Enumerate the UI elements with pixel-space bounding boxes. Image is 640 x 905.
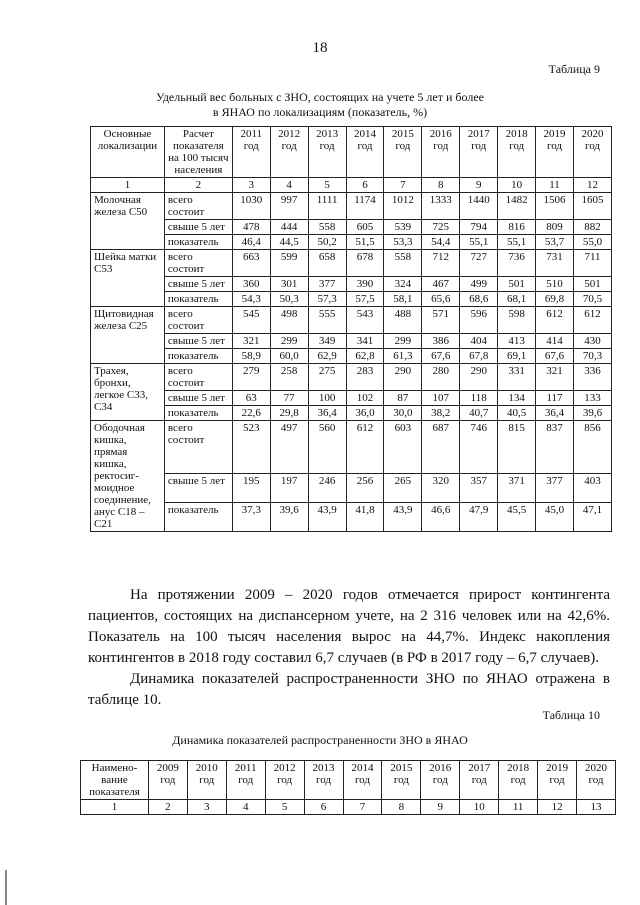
- value-cell: 612: [536, 307, 574, 334]
- value-cell: 809: [536, 220, 574, 235]
- col-number: 8: [422, 178, 460, 193]
- table9-header-year: 2020 год: [573, 127, 611, 178]
- value-cell: 1506: [536, 193, 574, 220]
- value-cell: 36,4: [308, 406, 346, 421]
- value-cell: 50,3: [270, 292, 308, 307]
- value-cell: 50,2: [308, 235, 346, 250]
- value-cell: 545: [232, 307, 270, 334]
- value-cell: 377: [536, 473, 574, 502]
- table-row: [91, 220, 612, 235]
- paragraph-growth: На протяжении 2009 – 2020 годов отмечается прирост контингента пациентов, состоящих на диспансерном учете, на 2 316 человек или на 42,6%. Показатель на 100 тысяч населения вырос на 44,7%. Индекс накопления контингентов в 2018 году составил 6,7 случаев (в РФ в 2017 году – 6,7 случаев).: [88, 587, 610, 666]
- value-cell: 360: [232, 277, 270, 292]
- value-cell: 57,3: [308, 292, 346, 307]
- table9-header-calc: Расчет показателя на 100 тысяч населения: [164, 127, 232, 178]
- value-cell: 815: [498, 421, 536, 474]
- row-label: показатель: [164, 502, 232, 531]
- value-cell: 687: [422, 421, 460, 474]
- table10-label: Таблица 10: [542, 708, 600, 722]
- table10-header-year: 2010 год: [187, 761, 226, 800]
- value-cell: 560: [308, 421, 346, 474]
- value-cell: 62,8: [346, 349, 384, 364]
- value-cell: 100: [308, 391, 346, 406]
- value-cell: 290: [460, 364, 498, 391]
- value-cell: 386: [422, 334, 460, 349]
- value-cell: 29,8: [270, 406, 308, 421]
- value-cell: 36,0: [346, 406, 384, 421]
- value-cell: 510: [536, 277, 574, 292]
- value-cell: 107: [422, 391, 460, 406]
- value-cell: 816: [498, 220, 536, 235]
- value-cell: 658: [308, 250, 346, 277]
- table9: [90, 126, 612, 532]
- value-cell: 603: [384, 421, 422, 474]
- value-cell: 1440: [460, 193, 498, 220]
- value-cell: 134: [498, 391, 536, 406]
- col-number: 4: [270, 178, 308, 193]
- row-label: показатель: [164, 292, 232, 307]
- value-cell: 87: [384, 391, 422, 406]
- table9-header-row: [91, 127, 612, 178]
- value-cell: 246: [308, 473, 346, 502]
- table9-caption-line2: в ЯНАО по локализациям (показатель, %): [212, 105, 428, 119]
- value-cell: 558: [384, 250, 422, 277]
- value-cell: 69,1: [498, 349, 536, 364]
- value-cell: 265: [384, 473, 422, 502]
- value-cell: 1174: [346, 193, 384, 220]
- col-number: 9: [460, 178, 498, 193]
- value-cell: 70,5: [573, 292, 611, 307]
- table9-body: [91, 193, 612, 532]
- table9-header-year: 2012 год: [270, 127, 308, 178]
- row-label: показатель: [164, 349, 232, 364]
- col-number: 7: [384, 178, 422, 193]
- value-cell: 478: [232, 220, 270, 235]
- col-number: 12: [538, 800, 577, 815]
- table-row: [91, 349, 612, 364]
- table9-header-year: 2015 год: [384, 127, 422, 178]
- table10-header-year: 2017 год: [460, 761, 499, 800]
- row-label: всего состоит: [164, 307, 232, 334]
- row-label: свыше 5 лет: [164, 334, 232, 349]
- value-cell: 61,3: [384, 349, 422, 364]
- value-cell: 57,5: [346, 292, 384, 307]
- value-cell: 40,7: [460, 406, 498, 421]
- value-cell: 341: [346, 334, 384, 349]
- row-label: свыше 5 лет: [164, 277, 232, 292]
- value-cell: 403: [573, 473, 611, 502]
- value-cell: 39,6: [270, 502, 308, 531]
- col-number: 6: [304, 800, 343, 815]
- row-label: показатель: [164, 235, 232, 250]
- col-number: 12: [573, 178, 611, 193]
- value-cell: 39,6: [573, 406, 611, 421]
- value-cell: 67,6: [536, 349, 574, 364]
- table9-caption: [0, 90, 640, 120]
- localization-name: Ободочная кишка, прямая кишка, ректосиг-моидное соединение, анус С18 –С21: [91, 421, 165, 532]
- col-number: 9: [421, 800, 460, 815]
- value-cell: 53,3: [384, 235, 422, 250]
- value-cell: 62,9: [308, 349, 346, 364]
- value-cell: 414: [536, 334, 574, 349]
- value-cell: 1605: [573, 193, 611, 220]
- table-row: [91, 473, 612, 502]
- col-number: 10: [460, 800, 499, 815]
- table-row: [91, 277, 612, 292]
- col-number: 5: [265, 800, 304, 815]
- value-cell: 63: [232, 391, 270, 406]
- value-cell: 68,1: [498, 292, 536, 307]
- row-label: всего состоит: [164, 364, 232, 391]
- localization-name: Шейка матки С53: [91, 250, 165, 307]
- col-number: 3: [232, 178, 270, 193]
- row-label: свыше 5 лет: [164, 391, 232, 406]
- value-cell: 523: [232, 421, 270, 474]
- value-cell: 58,9: [232, 349, 270, 364]
- value-cell: 349: [308, 334, 346, 349]
- value-cell: 678: [346, 250, 384, 277]
- table10-header-indicator: Наимено-вание показателя: [81, 761, 149, 800]
- row-label: показатель: [164, 406, 232, 421]
- value-cell: 543: [346, 307, 384, 334]
- value-cell: 275: [308, 364, 346, 391]
- value-cell: 444: [270, 220, 308, 235]
- table9-header-localization: Основные локализации: [91, 127, 165, 178]
- value-cell: 55,1: [460, 235, 498, 250]
- value-cell: 599: [270, 250, 308, 277]
- value-cell: 65,6: [422, 292, 460, 307]
- table-row: [91, 502, 612, 531]
- table10-header-year: 2013 год: [304, 761, 343, 800]
- value-cell: 258: [270, 364, 308, 391]
- value-cell: 558: [308, 220, 346, 235]
- value-cell: 794: [460, 220, 498, 235]
- col-number: 11: [536, 178, 574, 193]
- table-row: [91, 406, 612, 421]
- value-cell: 430: [573, 334, 611, 349]
- value-cell: 331: [498, 364, 536, 391]
- value-cell: 197: [270, 473, 308, 502]
- value-cell: 413: [498, 334, 536, 349]
- value-cell: 727: [460, 250, 498, 277]
- value-cell: 299: [270, 334, 308, 349]
- value-cell: 118: [460, 391, 498, 406]
- value-cell: 44,5: [270, 235, 308, 250]
- value-cell: 299: [384, 334, 422, 349]
- value-cell: 256: [346, 473, 384, 502]
- value-cell: 321: [536, 364, 574, 391]
- value-cell: 68,6: [460, 292, 498, 307]
- localization-name: Молочная железа С50: [91, 193, 165, 250]
- table9-header-year: 2019 год: [536, 127, 574, 178]
- col-number: 13: [577, 800, 616, 815]
- value-cell: 67,8: [460, 349, 498, 364]
- table-row: [91, 235, 612, 250]
- value-cell: 70,3: [573, 349, 611, 364]
- value-cell: 605: [346, 220, 384, 235]
- value-cell: 301: [270, 277, 308, 292]
- value-cell: 321: [232, 334, 270, 349]
- value-cell: 54,3: [232, 292, 270, 307]
- col-number: 5: [308, 178, 346, 193]
- value-cell: 596: [460, 307, 498, 334]
- table-row: [91, 391, 612, 406]
- value-cell: 290: [384, 364, 422, 391]
- table-row: [91, 421, 612, 474]
- table9-caption-line1: Удельный вес больных с ЗНО, состоящих на учете 5 лет и более: [156, 90, 484, 104]
- value-cell: 195: [232, 473, 270, 502]
- value-cell: 41,8: [346, 502, 384, 531]
- value-cell: 69,8: [536, 292, 574, 307]
- value-cell: 1012: [384, 193, 422, 220]
- value-cell: 555: [308, 307, 346, 334]
- value-cell: 58,1: [384, 292, 422, 307]
- table9-header-year: 2014 год: [346, 127, 384, 178]
- table-row: [91, 364, 612, 391]
- row-label: свыше 5 лет: [164, 220, 232, 235]
- localization-name: Щитовидная железа С25: [91, 307, 165, 364]
- value-cell: 498: [270, 307, 308, 334]
- value-cell: 501: [573, 277, 611, 292]
- value-cell: 54,4: [422, 235, 460, 250]
- value-cell: 725: [422, 220, 460, 235]
- value-cell: 30,0: [384, 406, 422, 421]
- localization-name: Трахея, бронхи, легкое С33, С34: [91, 364, 165, 421]
- table10-header-year: 2009 год: [148, 761, 187, 800]
- row-label: свыше 5 лет: [164, 473, 232, 502]
- table10-header-year: 2014 год: [343, 761, 382, 800]
- value-cell: 117: [536, 391, 574, 406]
- value-cell: 280: [422, 364, 460, 391]
- value-cell: 55,0: [573, 235, 611, 250]
- table10-header-year: 2020 год: [577, 761, 616, 800]
- value-cell: 598: [498, 307, 536, 334]
- value-cell: 997: [270, 193, 308, 220]
- col-number: 2: [164, 178, 232, 193]
- value-cell: 612: [346, 421, 384, 474]
- value-cell: 571: [422, 307, 460, 334]
- value-cell: 46,6: [422, 502, 460, 531]
- value-cell: 336: [573, 364, 611, 391]
- row-label: всего состоит: [164, 193, 232, 220]
- value-cell: 499: [460, 277, 498, 292]
- scan-edge-mark: [5, 870, 7, 905]
- row-label: всего состоит: [164, 250, 232, 277]
- value-cell: 51,5: [346, 235, 384, 250]
- value-cell: 712: [422, 250, 460, 277]
- value-cell: 55,1: [498, 235, 536, 250]
- table-row: [91, 250, 612, 277]
- value-cell: 731: [536, 250, 574, 277]
- value-cell: 320: [422, 473, 460, 502]
- table9-label: Таблица 9: [548, 62, 600, 76]
- value-cell: 47,9: [460, 502, 498, 531]
- value-cell: 324: [384, 277, 422, 292]
- value-cell: 283: [346, 364, 384, 391]
- table9-header-year: 2013 год: [308, 127, 346, 178]
- table9-header-year: 2018 год: [498, 127, 536, 178]
- value-cell: 497: [270, 421, 308, 474]
- value-cell: 77: [270, 391, 308, 406]
- value-cell: 371: [498, 473, 536, 502]
- table-row: [91, 193, 612, 220]
- col-number: 8: [382, 800, 421, 815]
- col-number: 10: [498, 178, 536, 193]
- value-cell: 711: [573, 250, 611, 277]
- value-cell: 43,9: [308, 502, 346, 531]
- value-cell: 40,5: [498, 406, 536, 421]
- table10-col-number-row: [81, 800, 616, 815]
- value-cell: 102: [346, 391, 384, 406]
- col-number: 1: [81, 800, 149, 815]
- value-cell: 539: [384, 220, 422, 235]
- col-number: 4: [226, 800, 265, 815]
- table-row: [91, 307, 612, 334]
- table10-header-year: 2012 год: [265, 761, 304, 800]
- value-cell: 856: [573, 421, 611, 474]
- value-cell: 279: [232, 364, 270, 391]
- col-number: 1: [91, 178, 165, 193]
- value-cell: 45,0: [536, 502, 574, 531]
- col-number: 2: [148, 800, 187, 815]
- value-cell: 377: [308, 277, 346, 292]
- value-cell: 45,5: [498, 502, 536, 531]
- value-cell: 47,1: [573, 502, 611, 531]
- value-cell: 488: [384, 307, 422, 334]
- value-cell: 467: [422, 277, 460, 292]
- value-cell: 43,9: [384, 502, 422, 531]
- value-cell: 663: [232, 250, 270, 277]
- row-label: всего состоит: [164, 421, 232, 474]
- value-cell: 46,4: [232, 235, 270, 250]
- value-cell: 38,2: [422, 406, 460, 421]
- value-cell: 1482: [498, 193, 536, 220]
- value-cell: 37,3: [232, 502, 270, 531]
- value-cell: 404: [460, 334, 498, 349]
- value-cell: 736: [498, 250, 536, 277]
- value-cell: 612: [573, 307, 611, 334]
- col-number: 7: [343, 800, 382, 815]
- value-cell: 357: [460, 473, 498, 502]
- value-cell: 1111: [308, 193, 346, 220]
- table9-header-year: 2017 год: [460, 127, 498, 178]
- table10-caption: Динамика показателей распространенности ЗНО в ЯНАО: [172, 733, 468, 747]
- table9-header-year: 2016 год: [422, 127, 460, 178]
- table9-header-year: 2011 год: [232, 127, 270, 178]
- value-cell: 501: [498, 277, 536, 292]
- table9-col-number-row: [91, 178, 612, 193]
- col-number: 3: [187, 800, 226, 815]
- value-cell: 36,4: [536, 406, 574, 421]
- value-cell: 133: [573, 391, 611, 406]
- value-cell: 53,7: [536, 235, 574, 250]
- value-cell: 1030: [232, 193, 270, 220]
- table10-header-row: [81, 761, 616, 800]
- paragraph-dynamics: Динамика показателей распространенности ЗНО по ЯНАО отражена в таблице 10.: [88, 671, 610, 708]
- value-cell: 67,6: [422, 349, 460, 364]
- table10-header-year: 2018 год: [499, 761, 538, 800]
- value-cell: 22,6: [232, 406, 270, 421]
- table10-header-year: 2019 год: [538, 761, 577, 800]
- value-cell: 837: [536, 421, 574, 474]
- table10-header-year: 2011 год: [226, 761, 265, 800]
- table10-header-year: 2015 год: [382, 761, 421, 800]
- table10-header-year: 2016 год: [421, 761, 460, 800]
- page-number: 18: [312, 40, 328, 56]
- value-cell: 882: [573, 220, 611, 235]
- table-row: [91, 292, 612, 307]
- table-row: [91, 334, 612, 349]
- table10: [80, 760, 616, 815]
- value-cell: 60,0: [270, 349, 308, 364]
- col-number: 6: [346, 178, 384, 193]
- value-cell: 390: [346, 277, 384, 292]
- value-cell: 1333: [422, 193, 460, 220]
- value-cell: 746: [460, 421, 498, 474]
- col-number: 11: [499, 800, 538, 815]
